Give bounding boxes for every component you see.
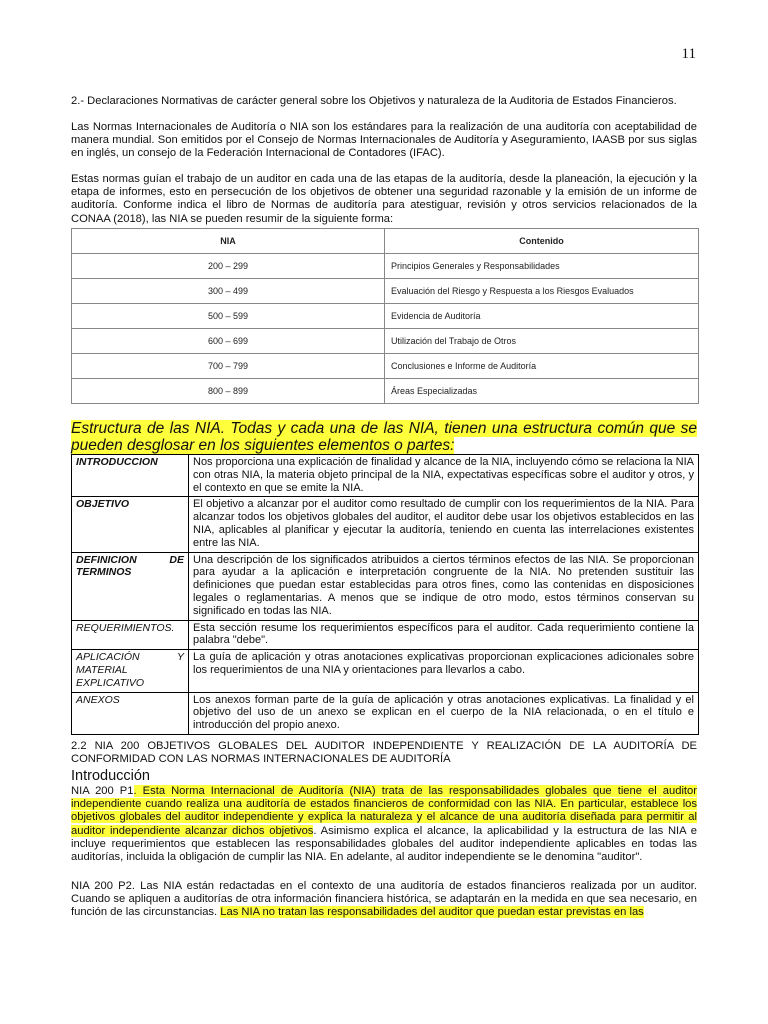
nia200-title: 2.2 NIA 200 OBJETIVOS GLOBALES DEL AUDITOR INDEPENDIENTE Y REALIZACIÓN DE LA AUDITORÍA DE CONFORMIDAD CON LAS NORMAS INTERNACIONALES DE AUDITORÍA [71, 740, 697, 766]
p2-highlight: Las NIA no tratan las responsabilidades del auditor que puedan estar previstas en las [220, 906, 644, 919]
table-row [72, 692, 699, 734]
nia-content-cell: Evidencia de Auditoría [385, 304, 699, 329]
nia-content-cell: Evaluación del Riesgo y Respuesta a los Riesgos Evaluados [385, 279, 699, 304]
structure-key: ANEXOS [72, 692, 189, 734]
table-row [72, 354, 699, 379]
p1-prefix: NIA 200 P1 [71, 785, 134, 797]
structure-value: El objetivo a alcanzar por el auditor como resultado de cumplir con los requerimientos de la NIA. Para alcanzar todos los objetivos globales del auditor, el auditor debe usar los objetivos establecidos en las NIA, aplicables al planificar y ejecutar la auditoría, teniendo en cuenta las interrelaciones existentes entre las NIA. [189, 497, 699, 552]
structure-value: Nos proporciona una explicación de finalidad y alcance de la NIA, incluyendo cómo se relaciona la NIA con otras NIA, la materia objeto principal de la NIA, expectativas específicas sobre el auditor y otros, y el contexto en que se emite la NIA. [189, 455, 699, 497]
structure-value: La guía de aplicación y otras anotaciones explicativas proporcionan explicaciones adicionales sobre los requerimientos de una NIA y orientaciones para llevarlos a cabo. [189, 650, 699, 692]
table-row [72, 620, 699, 650]
nia-range-cell: 800 – 899 [72, 379, 385, 404]
intro-heading: Introducción [71, 768, 150, 784]
p2-plain: NIA 200 P2. Las NIA están redactadas en el contexto de una auditoría de estados financieros realizada por un auditor. Cuando se apliquen a auditorías de otra información financiera histórica, se adaptarán en la medida en que sea necesario, en función de las circunstancias. [71, 880, 697, 919]
nia-content-cell: Conclusiones e Informe de Auditoría [385, 354, 699, 379]
structure-value: Esta sección resume los requerimientos específicos para el auditor. Cada requerimiento contiene la palabra "debe". [189, 620, 699, 650]
table-row [72, 304, 699, 329]
structure-key: INTRODUCCION [72, 455, 189, 497]
structure-value: Una descripción de los significados atribuidos a ciertos términos efectos de las NIA. Se proporcionan para ayudar a la aplicación e interpretación congruente de la NIA. No pretenden sustituir las definiciones que puedan estar establecidas para otros fines, como las contenidas en disposiciones legales o reglamentarias. A menos que se indique de otro modo, estos términos conservan su significado en todas las NIA. [189, 552, 699, 620]
column-header-nia: NIA [72, 229, 385, 254]
table-row [72, 455, 699, 497]
table-header-row [72, 229, 699, 254]
structure-value: Los anexos forman parte de la guía de aplicación y otras anotaciones explicativas. La finalidad y el objetivo del uso de un anexo se explican en el cuerpo de la NIA relacionada, o en el título e introducción del propio anexo. [189, 692, 699, 734]
paragraph-nia200-p1 [71, 785, 697, 864]
table-row [72, 254, 699, 279]
p1-rest: . Asimismo explica el alcance, la aplicabilidad y la estructura de las NIA e incluye requerimientos que establecen las responsabilidades globales del auditor independiente aplicables en todas las auditorías, incluida la obligación de cumplir las NIA. En adelante, al auditor independiente se le denomina "auditor". [71, 824, 698, 864]
structure-key: DEFINICION DE TERMINOS [72, 552, 189, 620]
structure-heading [71, 420, 697, 454]
nia-summary-table [71, 228, 699, 404]
nia-content-cell: Áreas Especializadas [385, 379, 699, 404]
table-row [72, 552, 699, 620]
nia-range-cell: 200 – 299 [72, 254, 385, 279]
nia-content-cell: Utilización del Trabajo de Otros [385, 329, 699, 354]
paragraph-nia-purpose: Estas normas guían el trabajo de un auditor en cada una de las etapas de la auditoría, desde la planeación, la ejecución y la etapa de informes, esto en persecución de los objetivos de obtener una seguridad razonable y la emisión de un informe de auditoría. Conforme indica el libro de Normas de auditoría para atestiguar, revisión y otros servicios relacionados de la CONAA (2018), las NIA se pueden resumir de la siguiente forma: [71, 173, 697, 225]
table-row [72, 379, 699, 404]
table-row [72, 650, 699, 692]
column-header-contenido: Contenido [385, 229, 699, 254]
paragraph-nia-definition: Las Normas Internacionales de Auditoría o NIA son los estándares para la realización de una auditoría con aceptabilidad de manera mundial. Son emitidos por el Consejo de Normas Internacionales de Auditoría y Aseguramiento, IAASB por sus siglas en inglés, un consejo de la Federación Internacional de Contadores (IFAC). [71, 121, 697, 160]
table-row [72, 497, 699, 552]
nia-structure-table [71, 454, 699, 735]
table-row [72, 279, 699, 304]
structure-key: APLICACIÓN Y MATERIAL EXPLICATIVO [72, 650, 189, 692]
nia-range-cell: 700 – 799 [72, 354, 385, 379]
nia-range-cell: 500 – 599 [72, 304, 385, 329]
p1-highlight: . Esta Norma Internacional de Auditoría (NIA) trata de las responsabilidades globales que tiene el auditor independiente cuando realiza una auditoría de estados financieros de conformidad con las NIA. En particular, establece los objetivos globales del auditor independiente y explica la naturaleza y el alcance de una auditoría diseñada para permitir al auditor independiente alcanzar dichos objetivos [71, 785, 697, 837]
nia-range-cell: 600 – 699 [72, 329, 385, 354]
structure-key: REQUERIMIENTOS. [72, 620, 189, 650]
paragraph-nia200-p2 [71, 880, 697, 920]
table-row [72, 329, 699, 354]
structure-heading-text: Estructura de las NIA. Todas y cada una de las NIA, tienen una estructura común que se pueden desglosar en los siguientes elementos o partes: [71, 420, 697, 454]
nia-range-cell: 300 – 499 [72, 279, 385, 304]
page-number: 11 [681, 46, 696, 62]
nia-content-cell: Principios Generales y Responsabilidades [385, 254, 699, 279]
section-title: 2.- Declaraciones Normativas de carácter general sobre los Objetivos y naturaleza de la Auditoria de Estados Financieros. [71, 95, 677, 107]
structure-key: OBJETIVO [72, 497, 189, 552]
